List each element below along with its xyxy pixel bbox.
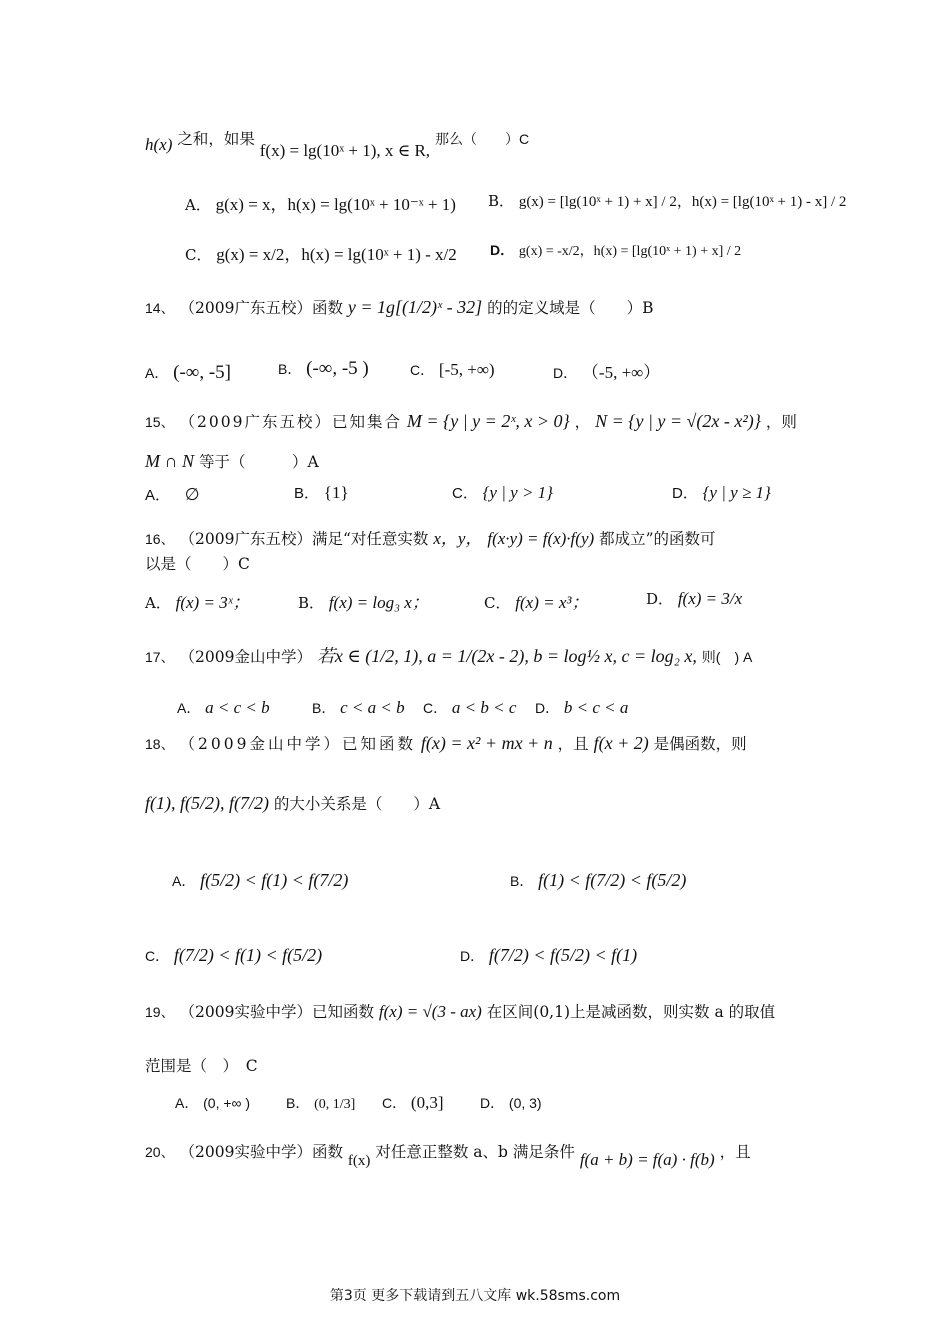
- q17-stem: [145, 642, 810, 668]
- q15-option-d: [672, 482, 771, 503]
- q15-option-c-label: C．: [452, 485, 478, 502]
- q15-stem: [145, 410, 810, 432]
- q19-tail: 在区间(0,1)上是减函数，则实数 a 的取值: [486, 1003, 776, 1021]
- q15-math-n: N = {y | y = √(2x - x²)}: [595, 411, 761, 431]
- q13-option-d-label: D．: [490, 242, 515, 258]
- q13-option-c-math: g(x) = x/2，h(x) = lg(10ˣ + 1) - x/2: [216, 245, 457, 264]
- q15-line2-text: 等于（ ）A: [198, 453, 319, 471]
- q13-stem-tail: 那么（ ）C: [435, 131, 530, 147]
- q17-option-a-math: a < c < b: [205, 698, 270, 717]
- q17-option-a: [177, 698, 270, 718]
- q16-number: 16、: [145, 531, 175, 547]
- q15-option-d-math: {y | y ≥ 1}: [702, 483, 771, 502]
- q18-math-f: f(x) = x² + mx + n: [420, 733, 553, 753]
- q14-option-a-math: (-∞, -5]: [173, 362, 231, 383]
- q18-option-a-label: A．: [172, 873, 196, 889]
- q13-stem-math: f(x) = lg(10ˣ + 1), x ∈ R,: [259, 141, 431, 160]
- q17-option-c-label: C．: [423, 700, 448, 716]
- q18-option-d: [460, 945, 637, 966]
- q14-option-d-label: D．: [553, 365, 578, 381]
- q20-tail: ，且: [719, 1143, 751, 1161]
- q14-option-c-math: [-5, +∞): [438, 360, 495, 379]
- q19-option-a-math: (0, +∞ ): [203, 1095, 251, 1111]
- q19-stem-line2: [145, 1054, 810, 1076]
- q13-option-b-math: g(x) = [lg(10ˣ + 1) + x] / 2，h(x) = [lg(10ˣ + 1) - x] / 2: [518, 194, 847, 210]
- q14-tail: 的的定义域是（ ）B: [487, 299, 654, 317]
- q19-option-b-label: B．: [286, 1095, 310, 1111]
- q18-option-b: [510, 870, 686, 891]
- q14-option-d-math: （-5, +∞）: [581, 363, 661, 382]
- q19-option-a-label: A．: [175, 1095, 199, 1111]
- q14-stem: [145, 296, 810, 318]
- q15-math-m: M = {y | y = 2ˣ, x > 0}: [406, 411, 570, 431]
- page-footer: 第3页 更多下载请到五八文库 wk.58sms.com: [329, 1288, 621, 1304]
- q18-number: 18、: [145, 736, 175, 752]
- q14-number: 14、: [145, 300, 175, 316]
- q17-number: 17、: [145, 649, 175, 665]
- q13-option-c: [185, 240, 457, 265]
- q18-stem: [145, 732, 810, 754]
- q15-option-d-label: D．: [672, 485, 698, 502]
- q19-source: （2009实验中学）已知函数: [179, 1003, 374, 1021]
- q14-option-b-math: (-∞, -5 ): [306, 358, 369, 379]
- q19-option-c-math: (0,3]: [410, 1093, 444, 1112]
- q13-option-b-label: B．: [488, 192, 515, 210]
- q15-option-b-math: {1}: [323, 483, 349, 502]
- q16-option-d-label: D．: [646, 590, 674, 608]
- q19-option-d-math: (0, 3): [508, 1095, 542, 1111]
- q13-option-c-label: C．: [185, 246, 212, 264]
- q13-option-a: [185, 190, 456, 215]
- q20-stem: [145, 1140, 810, 1169]
- q15-source: （2009广东五校）已知集合: [179, 413, 402, 431]
- q16-option-a-label: A．: [145, 594, 171, 612]
- q14-option-c: [410, 360, 495, 380]
- q18-option-c: [145, 945, 322, 966]
- q17-option-b: [312, 698, 405, 718]
- q17-option-b-math: c < a < b: [340, 698, 405, 717]
- q15-option-c-math: {y | y > 1}: [482, 483, 553, 502]
- q17-option-c-math: a < b < c: [451, 698, 517, 717]
- q13-option-a-label: A．: [185, 196, 211, 214]
- q16-option-b-math: f(x) = log₃ x；: [328, 593, 429, 612]
- q19-option-b: [286, 1093, 355, 1113]
- q17-option-a-label: A．: [177, 700, 201, 716]
- q16-stem-line2: [145, 552, 810, 574]
- q13-stem-lead: h(x): [145, 135, 173, 154]
- q20-mid: 对任意正整数 a、b 满足条件: [375, 1143, 575, 1161]
- q17-option-d-label: D．: [535, 700, 560, 716]
- q16-stem: [145, 524, 810, 549]
- q18-line2-text: 的大小关系是（ ）A: [273, 795, 441, 813]
- q13-option-b: [488, 190, 846, 211]
- q16-option-c-label: C．: [484, 594, 511, 612]
- q15-intersection: M ∩ N: [145, 451, 194, 471]
- q16-source: （2009广东五校）满足“对任意实数: [179, 530, 429, 548]
- q19-stem: [145, 1000, 810, 1022]
- q14-option-c-label: C．: [410, 362, 435, 378]
- q14-option-a-label: A．: [145, 365, 169, 381]
- q19-option-a: [175, 1093, 250, 1113]
- q13-stem-mid: 之和，如果: [177, 130, 255, 148]
- q18-option-a-math: f(5/2) < f(1) < f(7/2): [200, 870, 349, 890]
- q19-option-b-math: (0, 1/3]: [314, 1097, 356, 1112]
- q19-option-d: [480, 1093, 542, 1113]
- q15-option-a-label: A．: [145, 487, 171, 504]
- q16-option-c: [484, 588, 588, 613]
- q17-math: 若x ∈ (1/2, 1), a = 1/(2x - 2), b = log½ x, c = log₂ x,: [316, 646, 697, 666]
- q17-tail: 则( ) A: [701, 649, 753, 665]
- q15-option-c: [452, 482, 553, 503]
- q17-option-d: [535, 698, 628, 718]
- q19-math: f(x) = √(3 - ax): [378, 1002, 482, 1021]
- q16-option-a: [145, 588, 250, 613]
- q15-option-b: [294, 482, 349, 503]
- q14-source: （2009广东五校）函数: [179, 299, 343, 317]
- q15-then: ，则: [765, 413, 797, 431]
- q14-option-d: [553, 358, 660, 383]
- q18-math-shift: f(x + 2): [593, 733, 649, 753]
- q16-line2: 以是（ ）C: [145, 555, 250, 573]
- q19-option-d-label: D．: [480, 1095, 505, 1111]
- q18-source: （2009金山中学）已知函数: [179, 735, 416, 753]
- q16-math: f(x·y) = f(x)·f(y): [487, 529, 595, 548]
- q13-option-d-math: g(x) = -x/2，h(x) = [lg(10ˣ + 1) + x] / 2: [518, 244, 742, 259]
- q16-vars: x，y，: [433, 529, 483, 548]
- q18-option-b-math: f(1) < f(7/2) < f(5/2): [538, 870, 687, 890]
- q20-source: （2009实验中学）函数: [179, 1143, 343, 1161]
- q18-option-c-math: f(7/2) < f(1) < f(5/2): [173, 945, 323, 965]
- q13-option-a-math: g(x) = x，h(x) = lg(10ˣ + 10⁻ˣ + 1): [215, 195, 456, 214]
- q15-option-a-math: ∅: [184, 485, 200, 504]
- q14-option-b: [278, 358, 369, 380]
- q13-stem: [145, 130, 810, 160]
- q20-math-cond: f(a + b) = f(a) · f(b): [579, 1150, 715, 1169]
- q15-number: 15、: [145, 414, 175, 430]
- q18-stem-line2: [145, 792, 810, 814]
- q18-option-b-label: B．: [510, 873, 534, 889]
- q19-number: 19、: [145, 1004, 175, 1020]
- q16-option-d-math: f(x) = 3/x: [677, 589, 743, 608]
- q13-option-d: [490, 240, 741, 260]
- q16-tail: 都成立”的函数可: [599, 530, 716, 548]
- q15-separator: ，: [574, 413, 591, 431]
- q14-option-b-label: B．: [278, 361, 302, 377]
- q18-mid: ，且: [557, 735, 589, 753]
- q19-option-c: [382, 1093, 443, 1113]
- q17-option-b-label: B．: [312, 700, 336, 716]
- q17-option-c: [423, 698, 516, 718]
- q17-source: （2009金山中学）: [179, 648, 312, 666]
- q15-option-a: [145, 484, 200, 505]
- q14-option-a: [145, 362, 231, 384]
- q16-option-d: [646, 588, 742, 609]
- q16-option-a-math: f(x) = 3ˣ；: [175, 593, 250, 612]
- q20-number: 20、: [145, 1144, 175, 1160]
- q16-option-b-label: B．: [298, 594, 325, 612]
- q18-line2-math: f(1), f(5/2), f(7/2): [145, 793, 269, 813]
- q16-option-b: [298, 588, 429, 613]
- q18-option-c-label: C．: [145, 948, 170, 964]
- q17-option-d-math: b < c < a: [563, 698, 629, 717]
- q18-option-a: [172, 870, 348, 891]
- q18-tail: 是偶函数，则: [653, 735, 747, 753]
- q18-option-d-math: f(7/2) < f(5/2) < f(1): [488, 945, 638, 965]
- q19-line2: 范围是（ ） C: [145, 1057, 258, 1075]
- q14-math: y = 1g[(1/2)ˣ - 32]: [347, 297, 483, 317]
- q15-option-b-label: B．: [294, 485, 320, 502]
- q15-stem-line2: [145, 450, 810, 472]
- q16-option-c-math: f(x) = x³；: [515, 593, 589, 612]
- q18-option-d-label: D．: [460, 948, 485, 964]
- q20-math-f: f(x): [347, 1153, 371, 1169]
- q19-option-c-label: C．: [382, 1095, 407, 1111]
